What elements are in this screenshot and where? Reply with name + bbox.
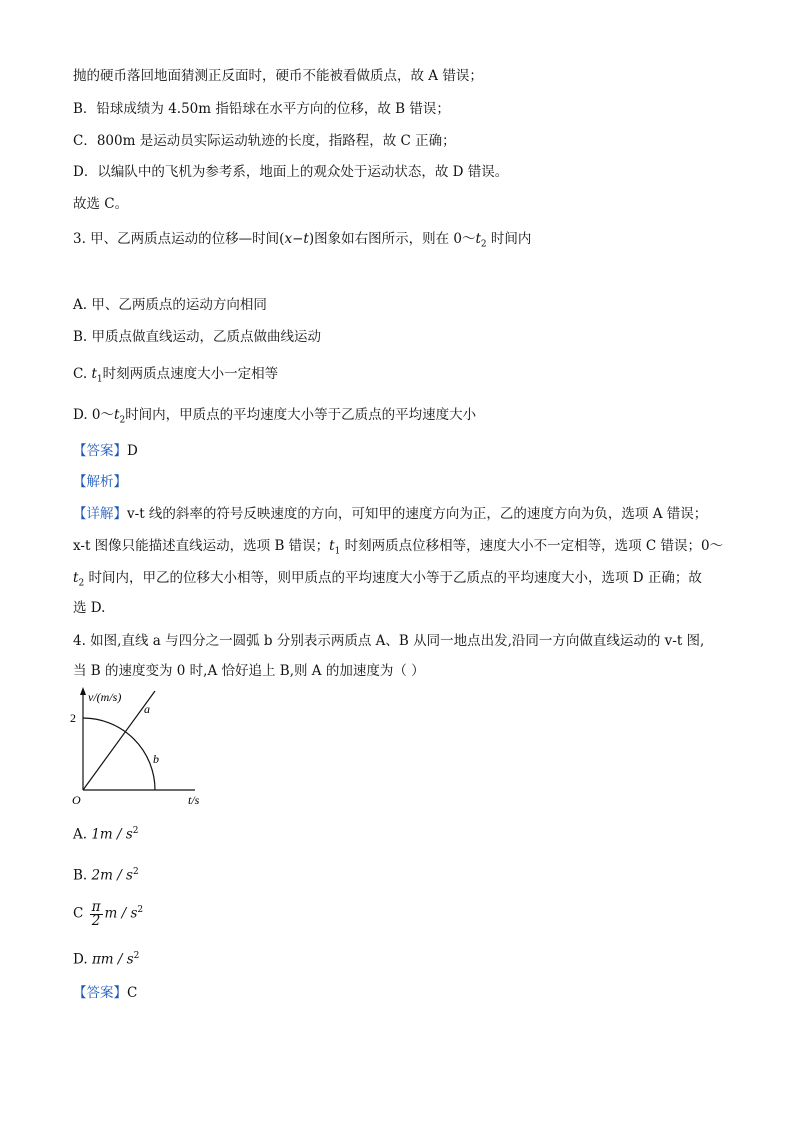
text-line: 抛的硬币落回地面猜测正反面时，硬币不能被看做质点，故 A 错误；: [73, 68, 483, 84]
question-3-stem: 3. 甲、乙两质点运动的位移—时间(x−t)图象如右图所示，则在 $0\sim t_2$ 时间内: [73, 231, 532, 250]
question-4-option-d: D. πm / $s^2$: [73, 951, 140, 968]
detail-line-1: 【详解】v-t 线的斜率的符号反映速度的方向，可知甲的速度方向为正，乙的速度方向为负，选项 A 错误；: [73, 506, 708, 522]
question-4-option-b: B. $2m / s^2$: [73, 867, 139, 884]
detail-line-2: x-t 图像只能描述直线运动，选项 B 错误；$t_1$ 时刻两质点位移相等，速度大小不一定相等，选项 C 错误；0～: [73, 538, 724, 557]
text-line: D．以编队中的飞机为参考系，地面上的观众处于运动状态，故 D 错误。: [73, 164, 509, 180]
vt-graph: [60, 685, 220, 810]
arc-b: [83, 718, 155, 790]
detail-line-3: $t_2$ 时间内，甲乙的位移大小相等，则甲质点的平均速度大小等于乙质点的平均速度大小，选项 D 正确；故: [73, 570, 702, 589]
x-axis-label: t/s: [188, 793, 200, 807]
arc-b-label: b: [153, 752, 159, 766]
text-line: B．铅球成绩为 4.50m 指铅球在水平方向的位移，故 B 错误；: [73, 101, 450, 117]
analysis-tag: 【解析】: [73, 474, 127, 490]
answer-tag: 【答案】: [73, 985, 127, 1001]
detail-line-4: 选 D.: [73, 600, 106, 616]
question-4-answer: 【答案】C: [73, 985, 138, 1001]
text-line: 故选 C。: [73, 196, 129, 212]
origin-label: O: [72, 793, 81, 807]
y-tick-label: 2: [70, 711, 76, 725]
question-4-stem-2: 当 B 的速度变为 0 时,A 恰好追上 B,则 A 的加速度为（ ）: [73, 663, 425, 679]
question-3-option-c: C. $t_1$时刻两质点速度大小一定相等: [73, 366, 279, 385]
question-3-option-d: D. $0\sim t_2$时间内，甲质点的平均速度大小等于乙质点的平均速度大小: [73, 407, 477, 426]
question-4-option-c: C $\frac{\pi}{2}$ m / $s^2$: [73, 898, 144, 929]
question-4-option-a: A. $1m / s^2$: [73, 826, 139, 843]
text-line: C．800m 是运动员实际运动轨迹的长度，指路程，故 C 正确；: [73, 133, 456, 149]
question-3-option-a: A. 甲、乙两质点的运动方向相同: [73, 297, 267, 313]
answer-tag: 【答案】: [73, 443, 127, 459]
fraction: $\frac{\pi}{2}$: [91, 898, 101, 929]
question-3-answer: 【答案】D: [73, 443, 138, 459]
line-a-label: a: [144, 702, 150, 716]
question-4-stem-1: 4. 如图,直线 a 与四分之一圆弧 b 分别表示两质点 A、B 从同一地点出发,沿同一方向做直线运动的 v-t 图,: [73, 633, 705, 649]
y-axis-label: v/(m/s): [88, 690, 122, 704]
y-axis-arrow: [80, 687, 86, 695]
question-3-option-b: B. 甲质点做直线运动，乙质点做曲线运动: [73, 329, 322, 345]
detail-tag: 【详解】: [73, 506, 127, 522]
